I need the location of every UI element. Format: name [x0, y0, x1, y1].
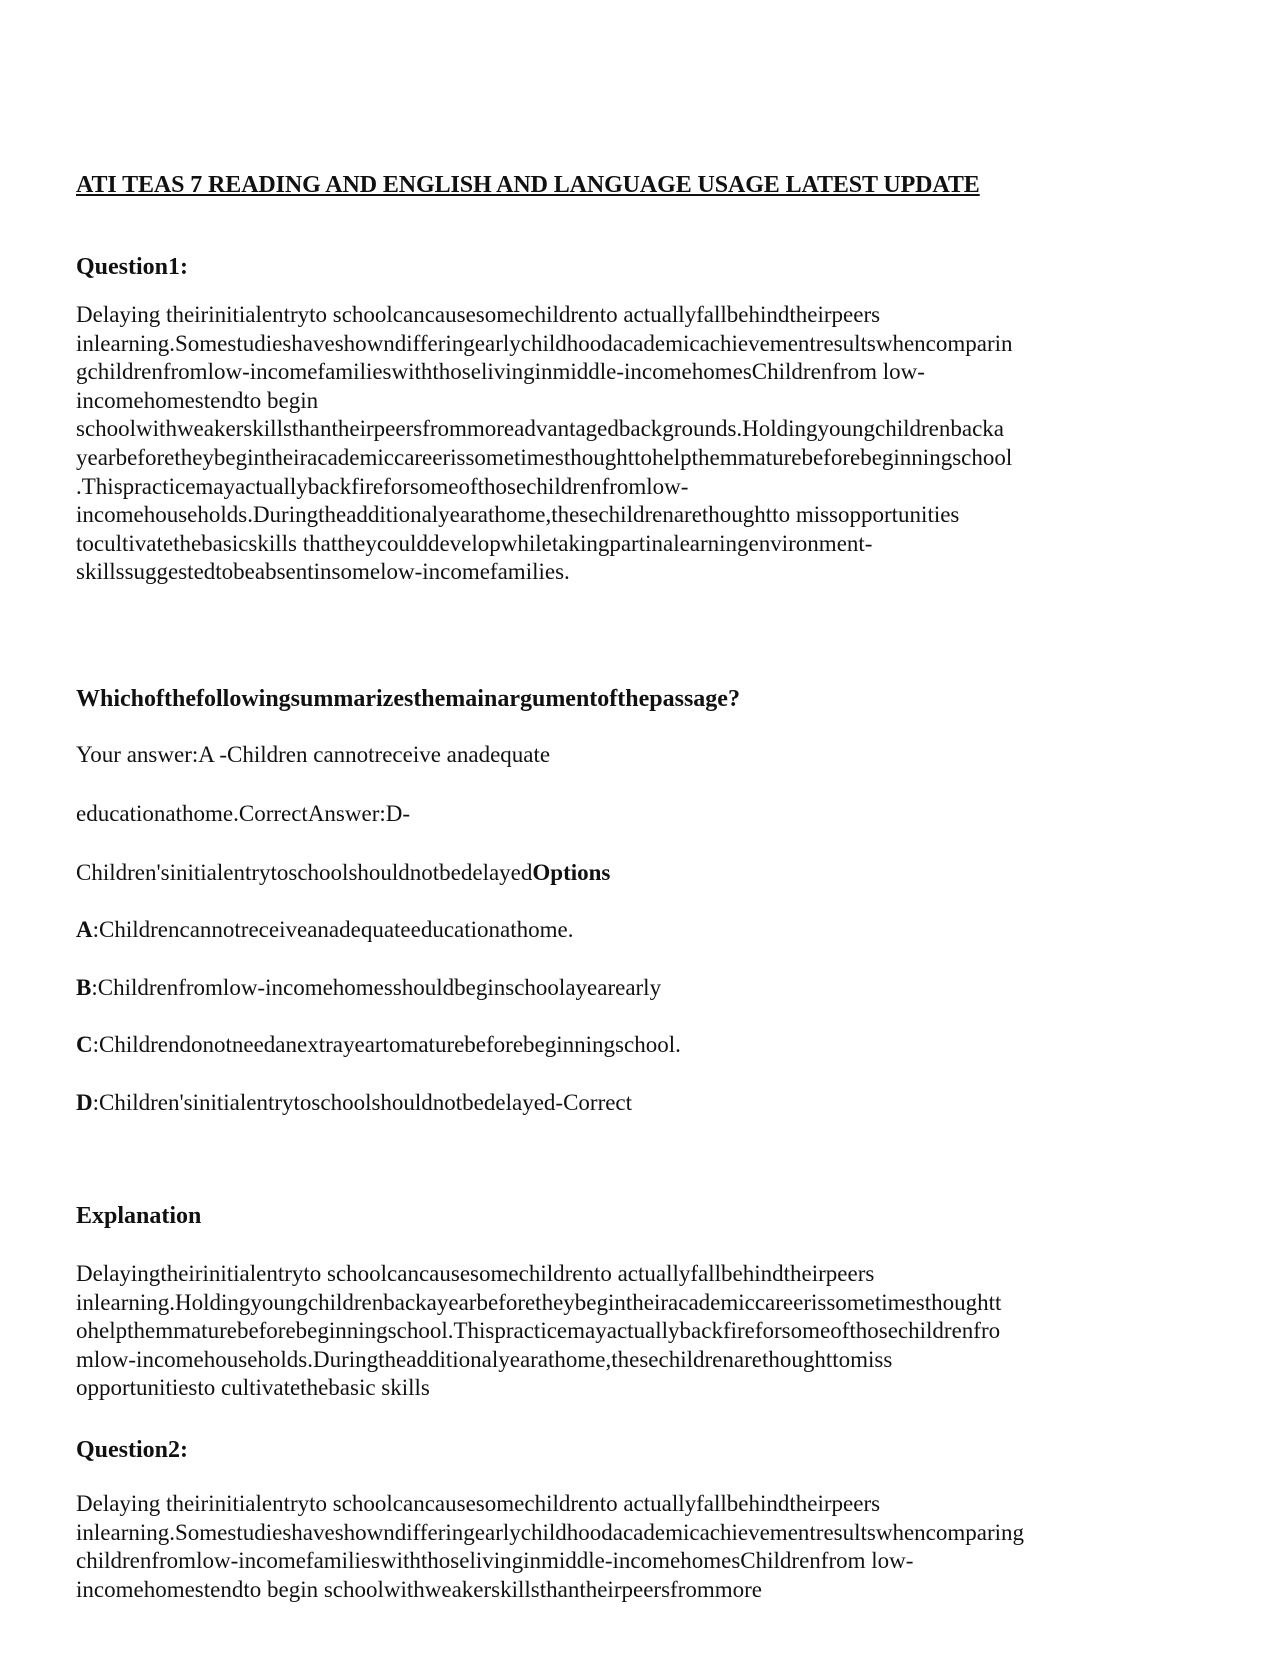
explanation-line: ohelpthemmaturebeforebeginningschool.Thispracticemayactuallybackfireforsomeofthosechildrenfro: [76, 1318, 1001, 1344]
passage-line: schoolwithweakerskillsthantheirpeersfrommoreadvantagedbackgrounds.Holdingyoungchildrenbacka: [76, 416, 1005, 442]
correct-answer-text: Children'sinitialentrytoschoolshouldnotbedelayed: [76, 860, 533, 885]
explanation-text: [76, 1260, 1216, 1403]
passage-line: yearbeforetheybegintheiracademiccareerissometimesthoughttohelpthemmaturebeforebeginningschool: [76, 444, 1013, 470]
passage-line: tocultivatethebasicskills thattheycoulddevelopwhiletakingpartinalearningenvironment-: [76, 530, 873, 556]
option-d: [76, 1090, 632, 1116]
explanation-heading: Explanation: [76, 1203, 202, 1229]
correct-answer: educationathome.CorrectAnswer:D-: [76, 801, 411, 826]
option-c: [76, 1032, 681, 1058]
option-letter: D: [76, 1090, 93, 1115]
question-1-prompt: Whichofthefollowingsummarizesthemainargumentofthepassage?: [76, 686, 740, 712]
question-2-passage: [76, 1490, 1216, 1604]
explanation-line: mlow-incomehouseholds.Duringtheadditionalyearathome,thesechildrenarethoughttomiss: [76, 1346, 893, 1372]
passage-line: .Thispracticemayactuallybackfireforsomeofthosechildrenfromlow-: [76, 473, 689, 499]
passage-line: inlearning.Somestudieshaveshowndifferingearlychildhoodacademicachievementresultswhencomparin: [76, 330, 1013, 356]
passage-line: Delaying theirinitialentryto schoolcancausesomechildrento actuallyfallbehindtheirpeers: [76, 302, 881, 327]
explanation-line: inlearning.Holdingyoungchildrenbackayearbeforetheybegintheiracademiccareerissometimesthoughtt: [76, 1289, 1002, 1315]
passage-line: incomehouseholds.Duringtheadditionalyearathome,thesechildrenarethoughtto missopportunities: [76, 502, 960, 528]
option-text: :Childrenfromlow-incomehomesshouldbeginschoolayearearly: [91, 975, 662, 1000]
passage-line: childrenfromlow-incomefamilieswiththoselivinginmiddle-incomehomesChildrenfrom low-: [76, 1548, 914, 1574]
document-title: ATI TEAS 7 READING AND ENGLISH AND LANGUAGE USAGE LATEST UPDATE: [76, 172, 980, 198]
option-a: [76, 917, 573, 943]
option-letter: B: [76, 975, 92, 1000]
passage-line: incomehomestendto begin schoolwithweakerskillsthantheirpeersfrommore: [76, 1576, 762, 1602]
option-b: [76, 975, 661, 1001]
passage-line: skillssuggestedtobeabsentinsomelow-incomefamilies.: [76, 559, 570, 585]
option-text: :Childrendonotneedanextrayeartomaturebeforebeginningschool.: [92, 1032, 681, 1057]
explanation-line: Delayingtheirinitialentryto schoolcancausesomechildrento actuallyfallbehindtheirpeers: [76, 1261, 875, 1286]
option-letter: C: [76, 1032, 93, 1057]
question-2-heading: Question2:: [76, 1437, 189, 1463]
option-text: :Childrencannotreceiveanadequateeducationathome.: [92, 917, 574, 942]
question-1-heading: Question1:: [76, 254, 189, 280]
passage-line: Delaying theirinitialentryto schoolcancausesomechildrento actuallyfallbehindtheirpeers: [76, 1491, 881, 1516]
option-text: :Children'sinitialentrytoschoolshouldnotbedelayed-Correct: [92, 1090, 633, 1115]
passage-line: incomehomestendto begin: [76, 387, 319, 413]
passage-line: inlearning.Somestudieshaveshowndifferingearlychildhoodacademicachievementresultswhencomparing: [76, 1519, 1025, 1545]
option-letter: A: [76, 917, 93, 942]
passage-line: gchildrenfromlow-incomefamilieswiththoselivinginmiddle-incomehomesChildrenfrom low-: [76, 359, 925, 385]
correct-answer-continued: [76, 860, 610, 886]
explanation-line: opportunitiesto cultivatethebasic skills: [76, 1375, 430, 1401]
options-label: Options: [532, 860, 611, 885]
question-1-passage: [76, 301, 1216, 587]
your-answer: Your answer:A -Children cannotreceive anadequate: [76, 742, 551, 767]
